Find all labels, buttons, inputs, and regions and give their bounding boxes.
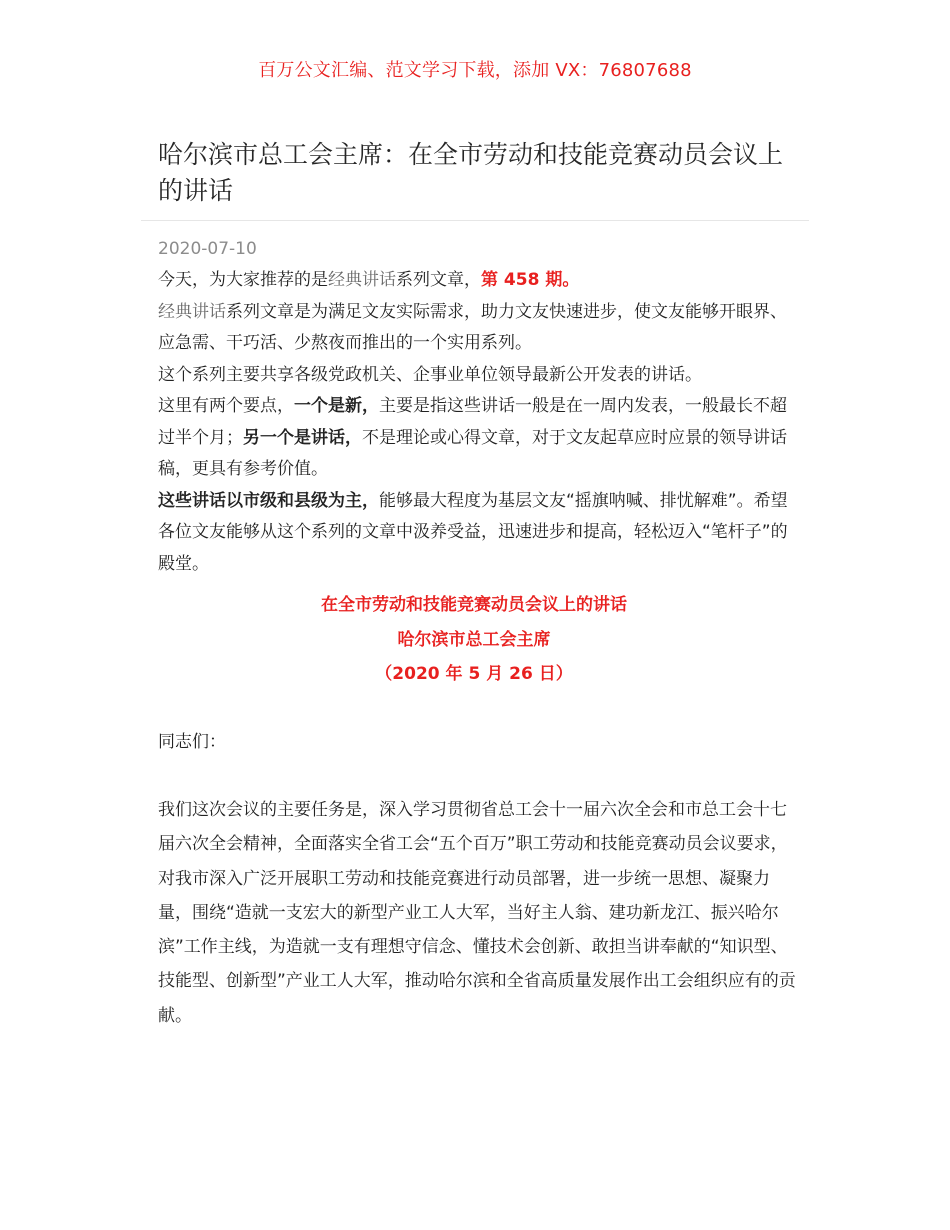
- intro-section: [158, 265, 798, 580]
- speech-date: （2020 年 5 月 26 日）: [375, 664, 573, 684]
- speech-title: 在全市劳动和技能竞赛动员会议上的讲话: [321, 595, 627, 615]
- issue-number: 第 458 期。: [481, 270, 580, 290]
- intro-p5-bold: 这些讲话以市级和县级为主，: [158, 490, 379, 511]
- speech-greeting: 同志们：: [158, 732, 226, 752]
- intro-p4-c: 主要是指这些讲话一般是在一周内发表，一般最长不超过半个月；: [158, 396, 787, 448]
- intro-p1-prefix: 今天，为大家推荐的是: [158, 270, 328, 290]
- intro-p2-rest: 系列文章是为满足文友实际需求，助力文友快速进步，使文友能够开眼界、应急需、干巧活、少熬夜而推出的一个实用系列。: [158, 301, 787, 353]
- speech-heading-block: [158, 588, 790, 692]
- intro-p4-e: 不是理论或心得文章，对于文友起草应时应景的领导讲话稿，更具有参考价值。: [158, 427, 787, 479]
- intro-paragraph-5: [158, 486, 798, 581]
- series-name-2: 经典讲话: [158, 301, 226, 322]
- intro-paragraph-1: [158, 265, 798, 297]
- intro-paragraph-2: [158, 297, 798, 360]
- promo-banner: 百万公文汇编、范文学习下载，添加 VX：76807688: [258, 60, 692, 81]
- intro-paragraph-3: 这个系列主要共享各级党政机关、企事业单位领导最新公开发表的讲话。: [158, 364, 702, 385]
- intro-p4-point-1: 一个是新，: [294, 396, 379, 416]
- intro-p5-rest: 能够最大程度为基层文友“摇旗呐喊、排忧解难”。希望各位文友能够从这个系列的文章中汲养受益，迅速进步和提高，轻松迈入“笔杆子”的殿堂。: [158, 490, 788, 574]
- intro-paragraph-4: [158, 391, 798, 486]
- speech-speaker: 哈尔滨市总工会主席: [397, 629, 551, 650]
- intro-p4-a: 这里有两个要点，: [158, 396, 294, 416]
- publish-date: 2020-07-10: [158, 239, 257, 259]
- article-title: 哈尔滨市总工会主席：在全市劳动和技能竞赛动员会议上的讲话: [158, 140, 784, 205]
- speech-paragraph-1: 我们这次会议的主要任务是，深入学习贯彻省总工会十一届六次全会和市总工会十七届六次全会精神，全面落实全省工会“五个百万”职工劳动和技能竞赛动员会议要求，对我市深入广泛开展职工劳动和技能竞赛进行动员部署，进一步统一思想、凝聚力量，围绕“造就一支宏大的新型产业工人大军，当好主人翁、建功新龙江、振兴哈尔滨”工作主线，为造就一支有理想守信念、懂技术会创新、敢担当讲奉献的“知识型、技能型、创新型”产业工人大军，推动哈尔滨和全省高质量发展作出工会组织应有的贡献。: [158, 800, 796, 1026]
- intro-p4-point-2: 另一个是讲话，: [243, 427, 362, 448]
- intro-p1-middle: 系列文章，: [396, 270, 481, 290]
- series-name: 经典讲话: [328, 270, 396, 290]
- title-divider: [141, 220, 809, 221]
